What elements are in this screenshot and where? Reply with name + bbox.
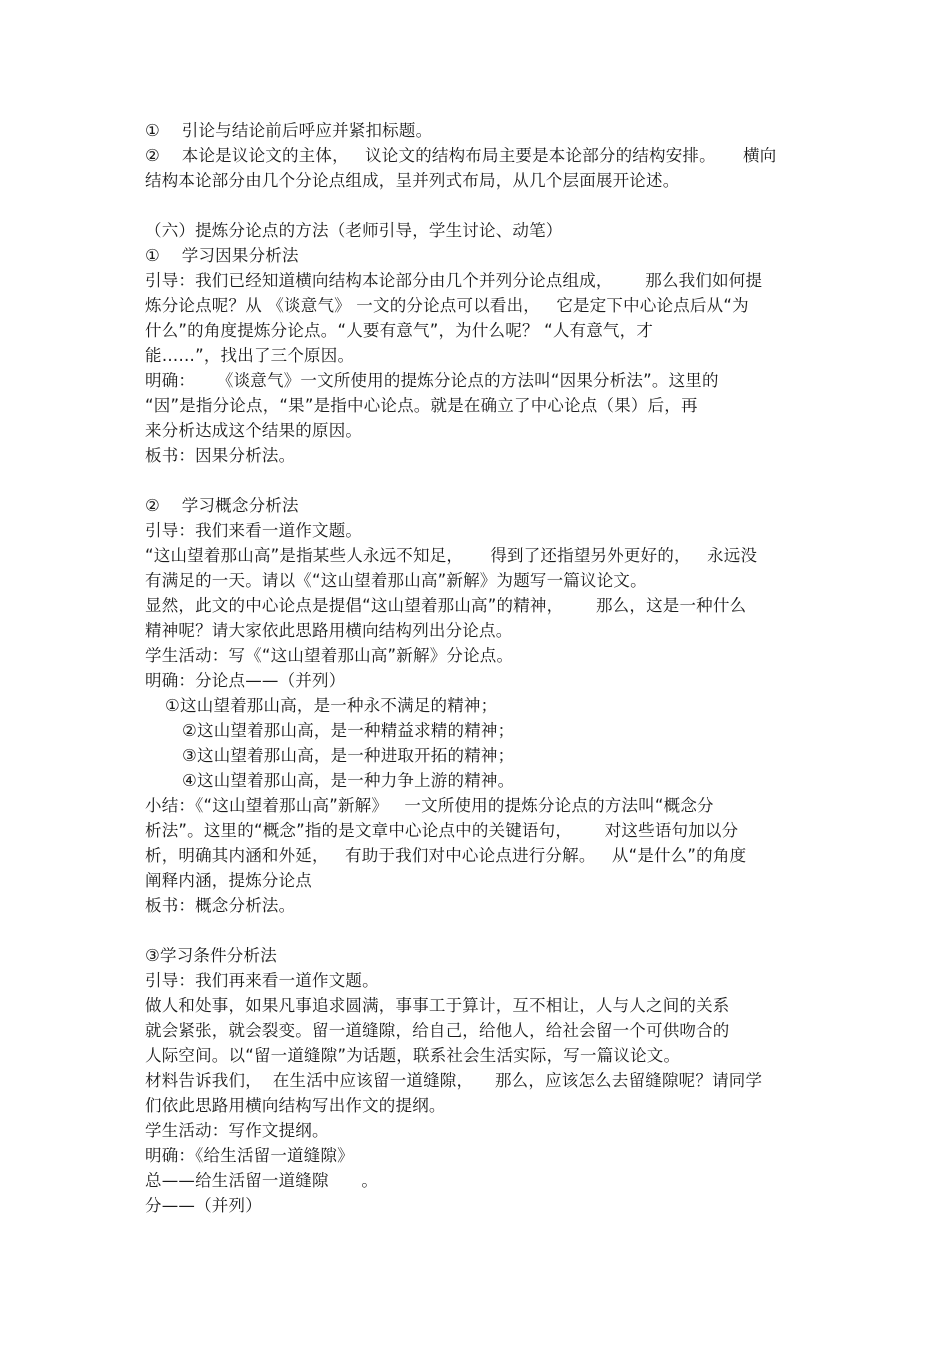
subsection-heading: ① 学习因果分析法: [145, 246, 299, 265]
text-line: 总——给生活留一道缝隙 。: [145, 1171, 379, 1190]
text-line: “因”是指分论点，“果”是指中心论点。就是在确立了中心论点（果）后，再: [145, 396, 698, 415]
list-item: ②这山望着那山高，是一种精益求精的精神；: [182, 721, 515, 740]
text-line: 能……”，找出了三个原因。: [145, 346, 355, 365]
list-item: ③这山望着那山高，是一种进取开拓的精神；: [182, 746, 515, 765]
text-line: 们依此思路用横向结构写出作文的提纲。: [145, 1096, 446, 1115]
text-line: 引导：我们再来看一道作文题。: [145, 971, 379, 990]
subsection-heading: ③学习条件分析法: [145, 946, 277, 965]
text-line: 做人和处事，如果凡事追求圆满，事事工于算计，互不相让，人与人之间的关系: [145, 996, 730, 1015]
subsection-heading: ② 学习概念分析法: [145, 496, 299, 515]
text-line: 有满足的一天。请以《“这山望着那山高”新解》为题写一篇议论文。: [145, 571, 647, 590]
text-line: 人际空间。以“留一道缝隙”为话题，联系社会生活实际，写一篇议论文。: [145, 1046, 681, 1065]
text-line: 来分析达成这个结果的原因。: [145, 421, 363, 440]
text-line: 炼分论点呢？从 《谈意气》 一文的分论点可以看出， 它是定下中心论点后从“为: [145, 296, 749, 315]
text-line: 析，明确其内涵和外延， 有助于我们对中心论点进行分解。 从“是什么”的角度: [145, 846, 747, 865]
list-item: ④这山望着那山高，是一种力争上游的精神。: [182, 771, 515, 790]
text-line: 小结：《“这山望着那山高”新解》 一文所使用的提炼分论点的方法叫“概念分: [145, 796, 714, 815]
text-line: ② 本论是议论文的主体， 议论文的结构布局主要是本论部分的结构安排。 横向: [145, 146, 777, 165]
text-line: 显然，此文的中心论点是提倡“这山望着那山高”的精神， 那么，这是一种什么: [145, 596, 747, 615]
list-item: ①这山望着那山高，是一种永不满足的精神；: [165, 696, 498, 715]
text-line: 什么”的角度提炼分论点。“人要有意气”，为什么呢？ “人有意气，才: [145, 321, 654, 340]
text-line: 引导：我们来看一道作文题。: [145, 521, 363, 540]
text-line: “这山望着那山高”是指某些人永远不知足， 得到了还指望另外更好的， 永远没: [145, 546, 758, 565]
text-line: 明确：《给生活留一道缝隙》: [145, 1146, 354, 1165]
text-line: 学生活动：写作文提纲。: [145, 1121, 329, 1140]
section-heading: （六）提炼分论点的方法（老师引导，学生讨论、动笔）: [145, 221, 563, 240]
text-line: 板书：因果分析法。: [145, 446, 296, 465]
text-line: 材料告诉我们， 在生活中应该留一道缝隙， 那么，应该怎么去留缝隙呢？请同学: [145, 1071, 763, 1090]
text-line: 引导：我们已经知道横向结构本论部分由几个并列分论点组成， 那么我们如何提: [145, 271, 763, 290]
text-line: 阐释内涵，提炼分论点: [145, 871, 312, 890]
text-line: 精神呢？请大家依此思路用横向结构列出分论点。: [145, 621, 513, 640]
text-line: ① 引论与结论前后呼应并紧扣标题。: [145, 121, 433, 140]
text-line: 就会紧张，就会裂变。留一道缝隙，给自己，给他人，给社会留一个可供吻合的: [145, 1021, 730, 1040]
text-line: 明确： 《谈意气》一文所使用的提炼分论点的方法叫“因果分析法”。这里的: [145, 371, 719, 390]
text-line: 分——（并列）: [145, 1196, 262, 1215]
text-line: 结构本论部分由几个分论点组成，呈并列式布局，从几个层面展开论述。: [145, 171, 680, 190]
text-line: 学生活动：写《“这山望着那山高”新解》分论点。: [145, 646, 514, 665]
text-line: 明确：分论点——（并列）: [145, 671, 346, 690]
text-line: 板书：概念分析法。: [145, 896, 296, 915]
text-line: 析法”。这里的“概念”指的是文章中心论点中的关键语句， 对这些语句加以分: [145, 821, 739, 840]
